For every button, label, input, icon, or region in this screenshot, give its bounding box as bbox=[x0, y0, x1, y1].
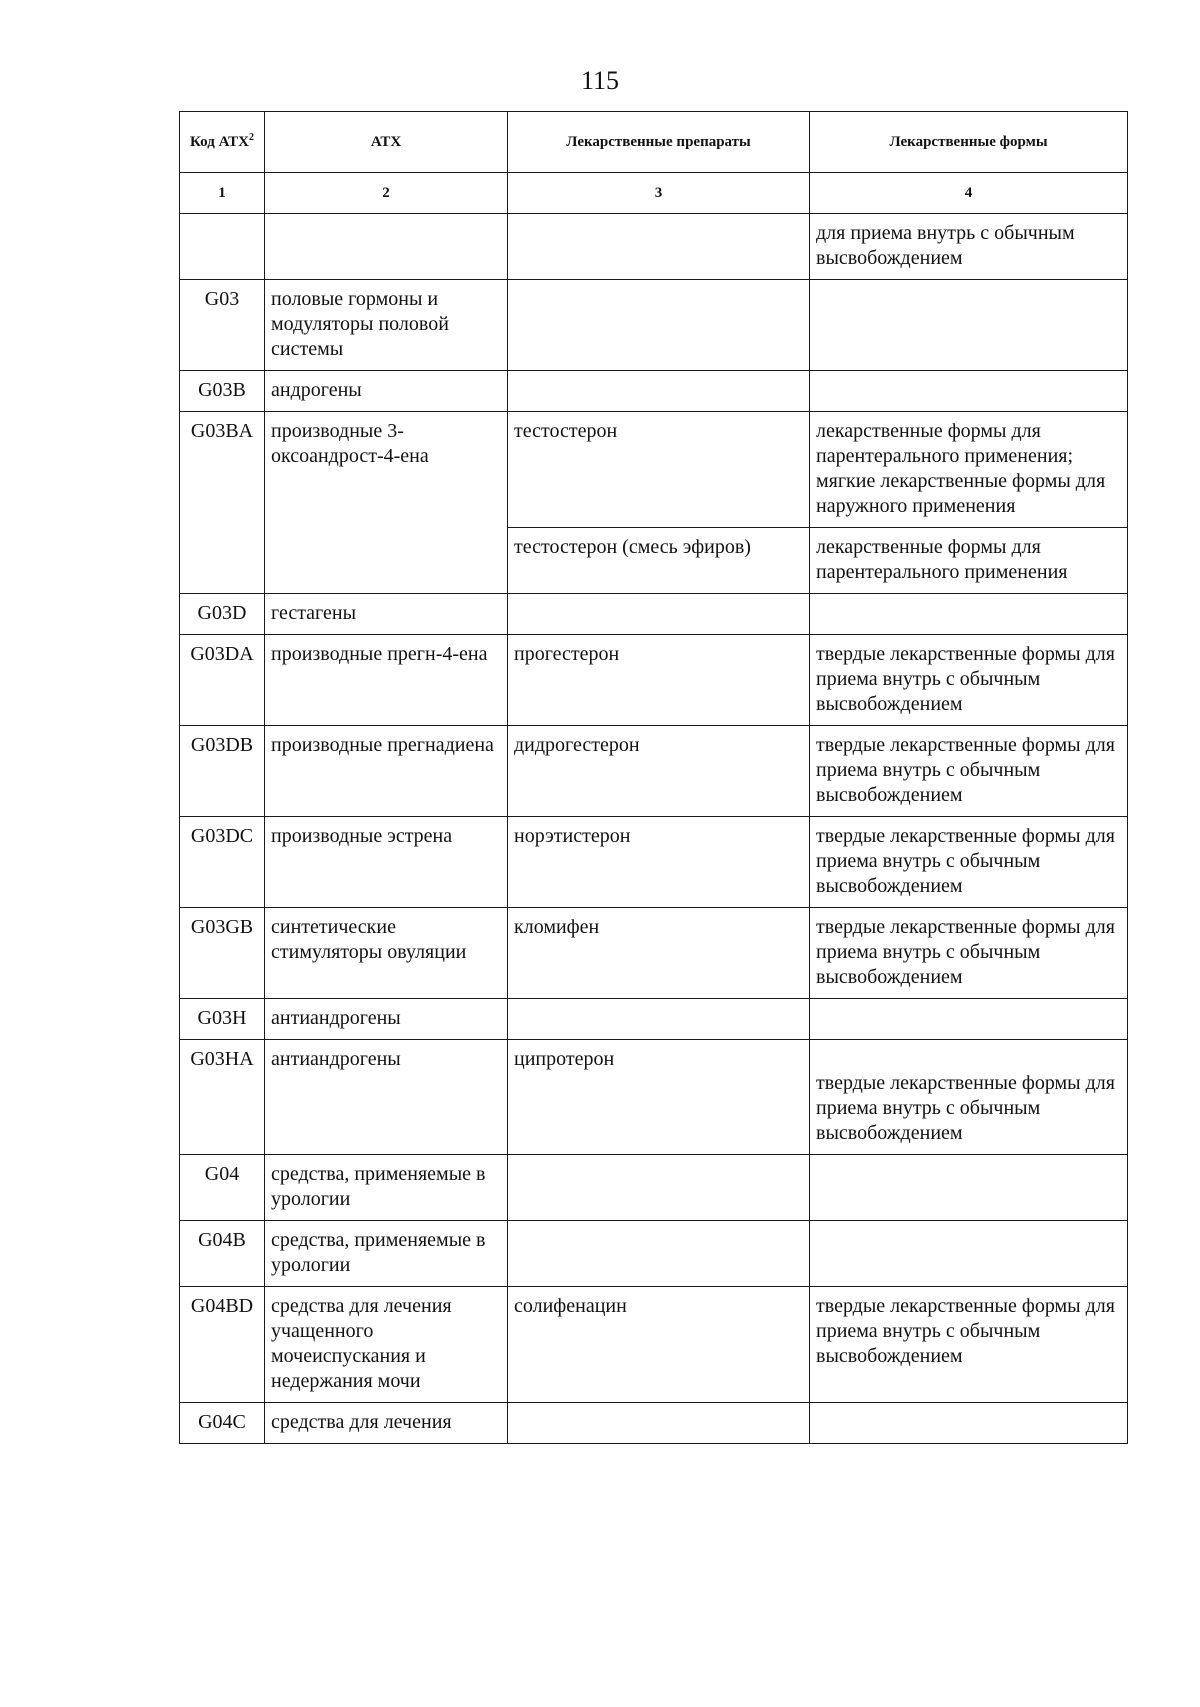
dosage-form-cell: твердые лекарственные формы для приема внутрь с обычным высвобождением bbox=[810, 635, 1128, 726]
atc-code-cell: G04C bbox=[180, 1403, 265, 1444]
atc-code-cell: G03GB bbox=[180, 908, 265, 999]
drug-cell: тестостерон bbox=[508, 412, 810, 528]
table-row bbox=[180, 999, 1128, 1040]
atc-name-cell: производные прегн-4-ена bbox=[265, 635, 508, 726]
atc-drug-table bbox=[179, 111, 1128, 1444]
footnote-marker: 2 bbox=[248, 132, 254, 143]
atc-name-cell: средства для лечения учащенного мочеиспускания и недержания мочи bbox=[265, 1287, 508, 1403]
table-row bbox=[180, 1221, 1128, 1287]
dosage-form-cell: для приема внутрь с обычным высвобождением bbox=[810, 214, 1128, 280]
column-number: 2 bbox=[265, 173, 508, 214]
dosage-form-cell: твердые лекарственные формы для приема внутрь с обычным высвобождением bbox=[810, 726, 1128, 817]
drug-cell bbox=[508, 594, 810, 635]
dosage-form-cell bbox=[810, 371, 1128, 412]
table-row bbox=[180, 817, 1128, 908]
table-row bbox=[180, 1287, 1128, 1403]
table-row bbox=[180, 908, 1128, 999]
dosage-form-cell: твердые лекарственные формы для приема внутрь с обычным высвобождением bbox=[810, 817, 1128, 908]
atc-code-cell bbox=[180, 214, 265, 280]
atc-code-cell: G04 bbox=[180, 1155, 265, 1221]
atc-name-cell: средства, применяемые в урологии bbox=[265, 1221, 508, 1287]
drug-cell bbox=[508, 1403, 810, 1444]
drug-cell: норэтистерон bbox=[508, 817, 810, 908]
column-number: 4 bbox=[810, 173, 1128, 214]
atc-name-cell: андрогены bbox=[265, 371, 508, 412]
dosage-form-cell bbox=[810, 1155, 1128, 1221]
header-drugs: Лекарственные препараты bbox=[508, 112, 810, 173]
drug-cell: тестостерон (смесь эфиров) bbox=[508, 528, 810, 594]
drug-cell bbox=[508, 371, 810, 412]
table-row bbox=[180, 214, 1128, 280]
table-row bbox=[180, 412, 1128, 528]
atc-code-cell: G03 bbox=[180, 280, 265, 371]
atc-code-cell: G03DC bbox=[180, 817, 265, 908]
drug-cell bbox=[508, 1221, 810, 1287]
drug-cell: солифенацин bbox=[508, 1287, 810, 1403]
drug-cell bbox=[508, 1155, 810, 1221]
column-number: 1 bbox=[180, 173, 265, 214]
drug-cell bbox=[508, 214, 810, 280]
atc-code-cell: G03B bbox=[180, 371, 265, 412]
table-row bbox=[180, 1155, 1128, 1221]
table-header-row bbox=[180, 112, 1128, 173]
dosage-form-cell bbox=[810, 1221, 1128, 1287]
atc-code-cell: G03D bbox=[180, 594, 265, 635]
atc-code-cell: G03DA bbox=[180, 635, 265, 726]
dosage-form-cell bbox=[810, 999, 1128, 1040]
dosage-form-cell: твердые лекарственные формы для приема внутрь с обычным высвобождением bbox=[810, 1040, 1128, 1155]
column-number: 3 bbox=[508, 173, 810, 214]
atc-name-cell: антиандрогены bbox=[265, 1040, 508, 1155]
atc-code-cell: G03HA bbox=[180, 1040, 265, 1155]
column-number-row bbox=[180, 173, 1128, 214]
header-atc-code bbox=[180, 112, 265, 173]
table-row bbox=[180, 1040, 1128, 1155]
dosage-form-cell bbox=[810, 1403, 1128, 1444]
atc-name-cell: производные 3-оксоандрост-4-ена bbox=[265, 412, 508, 594]
table-row bbox=[180, 1403, 1128, 1444]
atc-name-cell: средства, применяемые в урологии bbox=[265, 1155, 508, 1221]
atc-code-cell: G03BA bbox=[180, 412, 265, 594]
dosage-form-cell: лекарственные формы для парентерального применения bbox=[810, 528, 1128, 594]
atc-code-cell: G03H bbox=[180, 999, 265, 1040]
drug-cell: ципротерон bbox=[508, 1040, 810, 1155]
atc-name-cell: производные эстрена bbox=[265, 817, 508, 908]
header-atc: АТХ bbox=[265, 112, 508, 173]
drug-cell bbox=[508, 999, 810, 1040]
atc-name-cell: гестагены bbox=[265, 594, 508, 635]
dosage-form-cell: твердые лекарственные формы для приема внутрь с обычным высвобождением bbox=[810, 1287, 1128, 1403]
dosage-form-cell: лекарственные формы для парентерального применения; мягкие лекарственные формы для наружного применения bbox=[810, 412, 1128, 528]
atc-name-cell: производные прегнадиена bbox=[265, 726, 508, 817]
table-row bbox=[180, 594, 1128, 635]
header-forms: Лекарственные формы bbox=[810, 112, 1128, 173]
atc-code-cell: G04BD bbox=[180, 1287, 265, 1403]
atc-code-cell: G04B bbox=[180, 1221, 265, 1287]
drug-cell: прогестерон bbox=[508, 635, 810, 726]
dosage-form-cell bbox=[810, 594, 1128, 635]
table-row bbox=[180, 635, 1128, 726]
atc-name-cell: средства для лечения bbox=[265, 1403, 508, 1444]
drug-cell bbox=[508, 280, 810, 371]
atc-name-cell: синтетические стимуляторы овуляции bbox=[265, 908, 508, 999]
table-row bbox=[180, 280, 1128, 371]
atc-name-cell bbox=[265, 214, 508, 280]
atc-code-cell: G03DB bbox=[180, 726, 265, 817]
header-atc-code-label: Код АТХ bbox=[190, 134, 249, 150]
dosage-form-cell bbox=[810, 280, 1128, 371]
dosage-form-cell: твердые лекарственные формы для приема внутрь с обычным высвобождением bbox=[810, 908, 1128, 999]
page-number: 115 bbox=[580, 66, 620, 95]
table-row bbox=[180, 371, 1128, 412]
table-row bbox=[180, 726, 1128, 817]
atc-name-cell: половые гормоны и модуляторы половой системы bbox=[265, 280, 508, 371]
atc-name-cell: антиандрогены bbox=[265, 999, 508, 1040]
drug-cell: дидрогестерон bbox=[508, 726, 810, 817]
drug-cell: кломифен bbox=[508, 908, 810, 999]
